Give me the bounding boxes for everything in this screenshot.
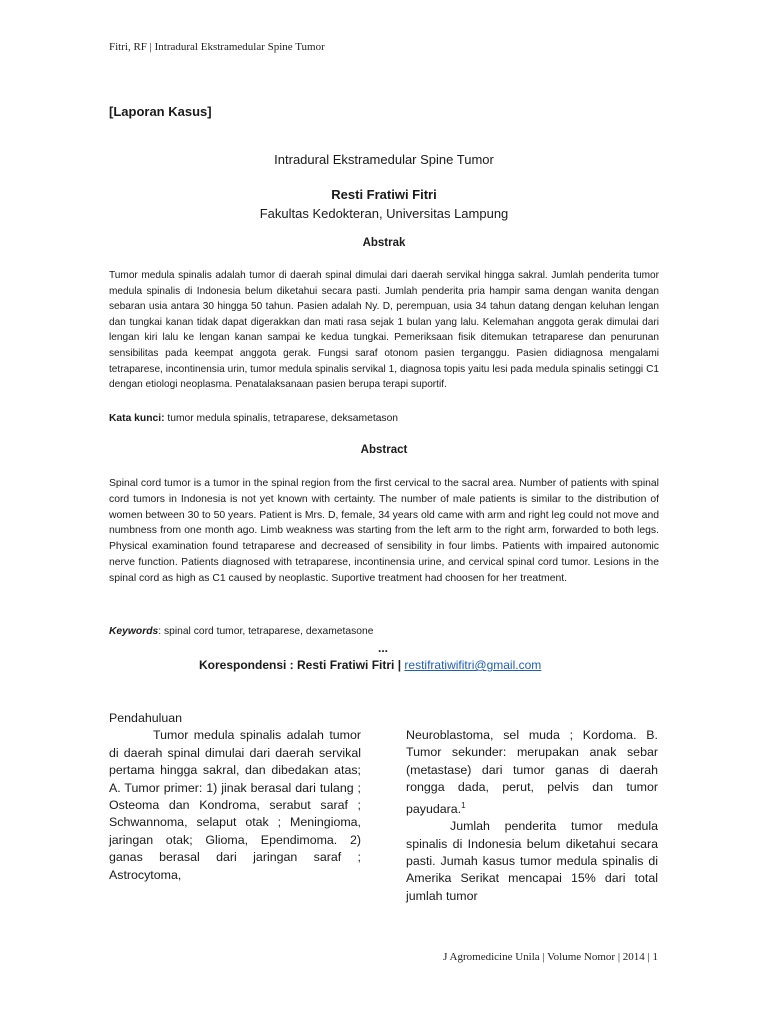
correspondence-separator: |: [397, 658, 402, 672]
section-heading: Pendahuluan: [109, 711, 183, 725]
keywords-values: : spinal cord tumor, tetraparese, dexametasone: [158, 626, 374, 637]
keywords-label: Keywords: [109, 626, 159, 637]
correspondence-label: Korespondensi : Resti Fratiwi Fitri: [199, 658, 395, 672]
article-type: [Laporan Kasus]: [109, 104, 212, 119]
correspondence: [199, 658, 541, 672]
paper-title: Intradural Ekstramedular Spine Tumor: [274, 152, 494, 167]
body-column-right: [406, 727, 658, 905]
body-paragraph: [406, 727, 658, 818]
running-head: Fitri, RF | Intradural Ekstramedular Spine Tumor: [109, 41, 325, 53]
reference-marker: 1: [461, 800, 466, 810]
kata-kunci-label: Kata kunci:: [109, 413, 165, 424]
running-foot: J Agromedicine Unila | Volume Nomor | 2014 | 1: [443, 951, 658, 963]
body-paragraph: Jumlah penderita tumor medula spinalis di Indonesia belum diketahui secara pasti. Jumah kasus tumor medula spinalis di Amerika Serikat mencapai 15% dari total jumlah tumor: [406, 819, 658, 903]
abstrak-text: Tumor medula spinalis adalah tumor di daerah spinal dimulai dari daerah servikal hingga sakral. Jumlah penderita tumor medula spinalis di Indonesia belum diketahui secara pasti. Jumlah penderita pria hampir sama dengan wanita dengan sebaran usia antara 30 hingga 50 tahun. Pasien adalah Ny. D, perempuan, usia 34 tahun datang dengan keluhan lengan dan tungkai kanan tidak dapat digerakkan dan mati rasa sejak 1 bulan yang lalu. Kelemahan anggota gerak dimulai dari lengan kiri lalu ke lengan kanan sampai ke kedua tungkai. Pemeriksaan fisik ditemukan tetraparese dan penurunan sensibilitas pada keempat anggota gerak. Fungsi saraf otonom pasien terganggu. Pasien didiagnosa mengalami tetraparese, incontinensia urin, tumor medula spinalis servikal 1, diagnosa topis yaitu lesi pada medula spinalis setinggi C1 dengan etiologi neoplasma. Penatalaksanaan pasien berupa terapi suportif.: [109, 270, 659, 391]
body-column-left: [109, 710, 361, 884]
abstract-text: Spinal cord tumor is a tumor in the spinal region from the first cervical to the sacral area. Number of patients with spinal cord tumors in Indonesia is not yet known with certainty. The number of male patients is similar to the distribution of women between 30 to 50 years. Patient is Mrs. D, female, 34 years old came with arm and right leg could not move and numbness from one month ago. Limb weakness was starting from the left arm to the right arm, forwarded to both legs. Physical examination found tetraparese and decreased of sensibility in four limbs. Patients with impaired autonomic nerve function. Patients diagnosed with tetraparese, incontinensia urine, and cervical spinal cord tumor. Lesions in the spinal cord as high as C1 caused by neoplastic. Suportive treatment had choosen for her treatment.: [109, 478, 659, 584]
abstrak-heading: Abstrak: [362, 237, 406, 249]
body-paragraph: Tumor medula spinalis adalah tumor di daerah spinal dimulai dari daerah servikal pertama hingga sakral, dan dibedakan atas; A. Tumor primer: 1) jinak berasal dari tulang ; Osteoma dan Kondroma, serabut saraf ; Schwannoma, selaput otak ; Meningioma, jaringan otak; Glioma, Ependimoma. 2) ganas berasal dari jaringan saraf ; Astrocytoma,: [109, 728, 361, 882]
body-paragraph-text: Neuroblastoma, sel muda ; Kordoma. B. Tumor sekunder: merupakan anak sebar (metastase) dari tumor ganas di daerah rongga dada, perut, pelvis dan tumor payudara.: [406, 728, 658, 816]
abstract-heading: Abstract: [360, 444, 408, 456]
author-affiliation: Fakultas Kedokteran, Universitas Lampung: [259, 206, 509, 221]
correspondence-email-link[interactable]: restifratiwifitri@gmail.com: [404, 658, 542, 672]
separator: ...: [378, 641, 389, 655]
author-name: Resti Fratiwi Fitri: [331, 187, 437, 202]
kata-kunci: [109, 413, 669, 424]
kata-kunci-values: tumor medula spinalis, tetraparese, deksametason: [164, 413, 399, 424]
keywords: [109, 626, 669, 637]
